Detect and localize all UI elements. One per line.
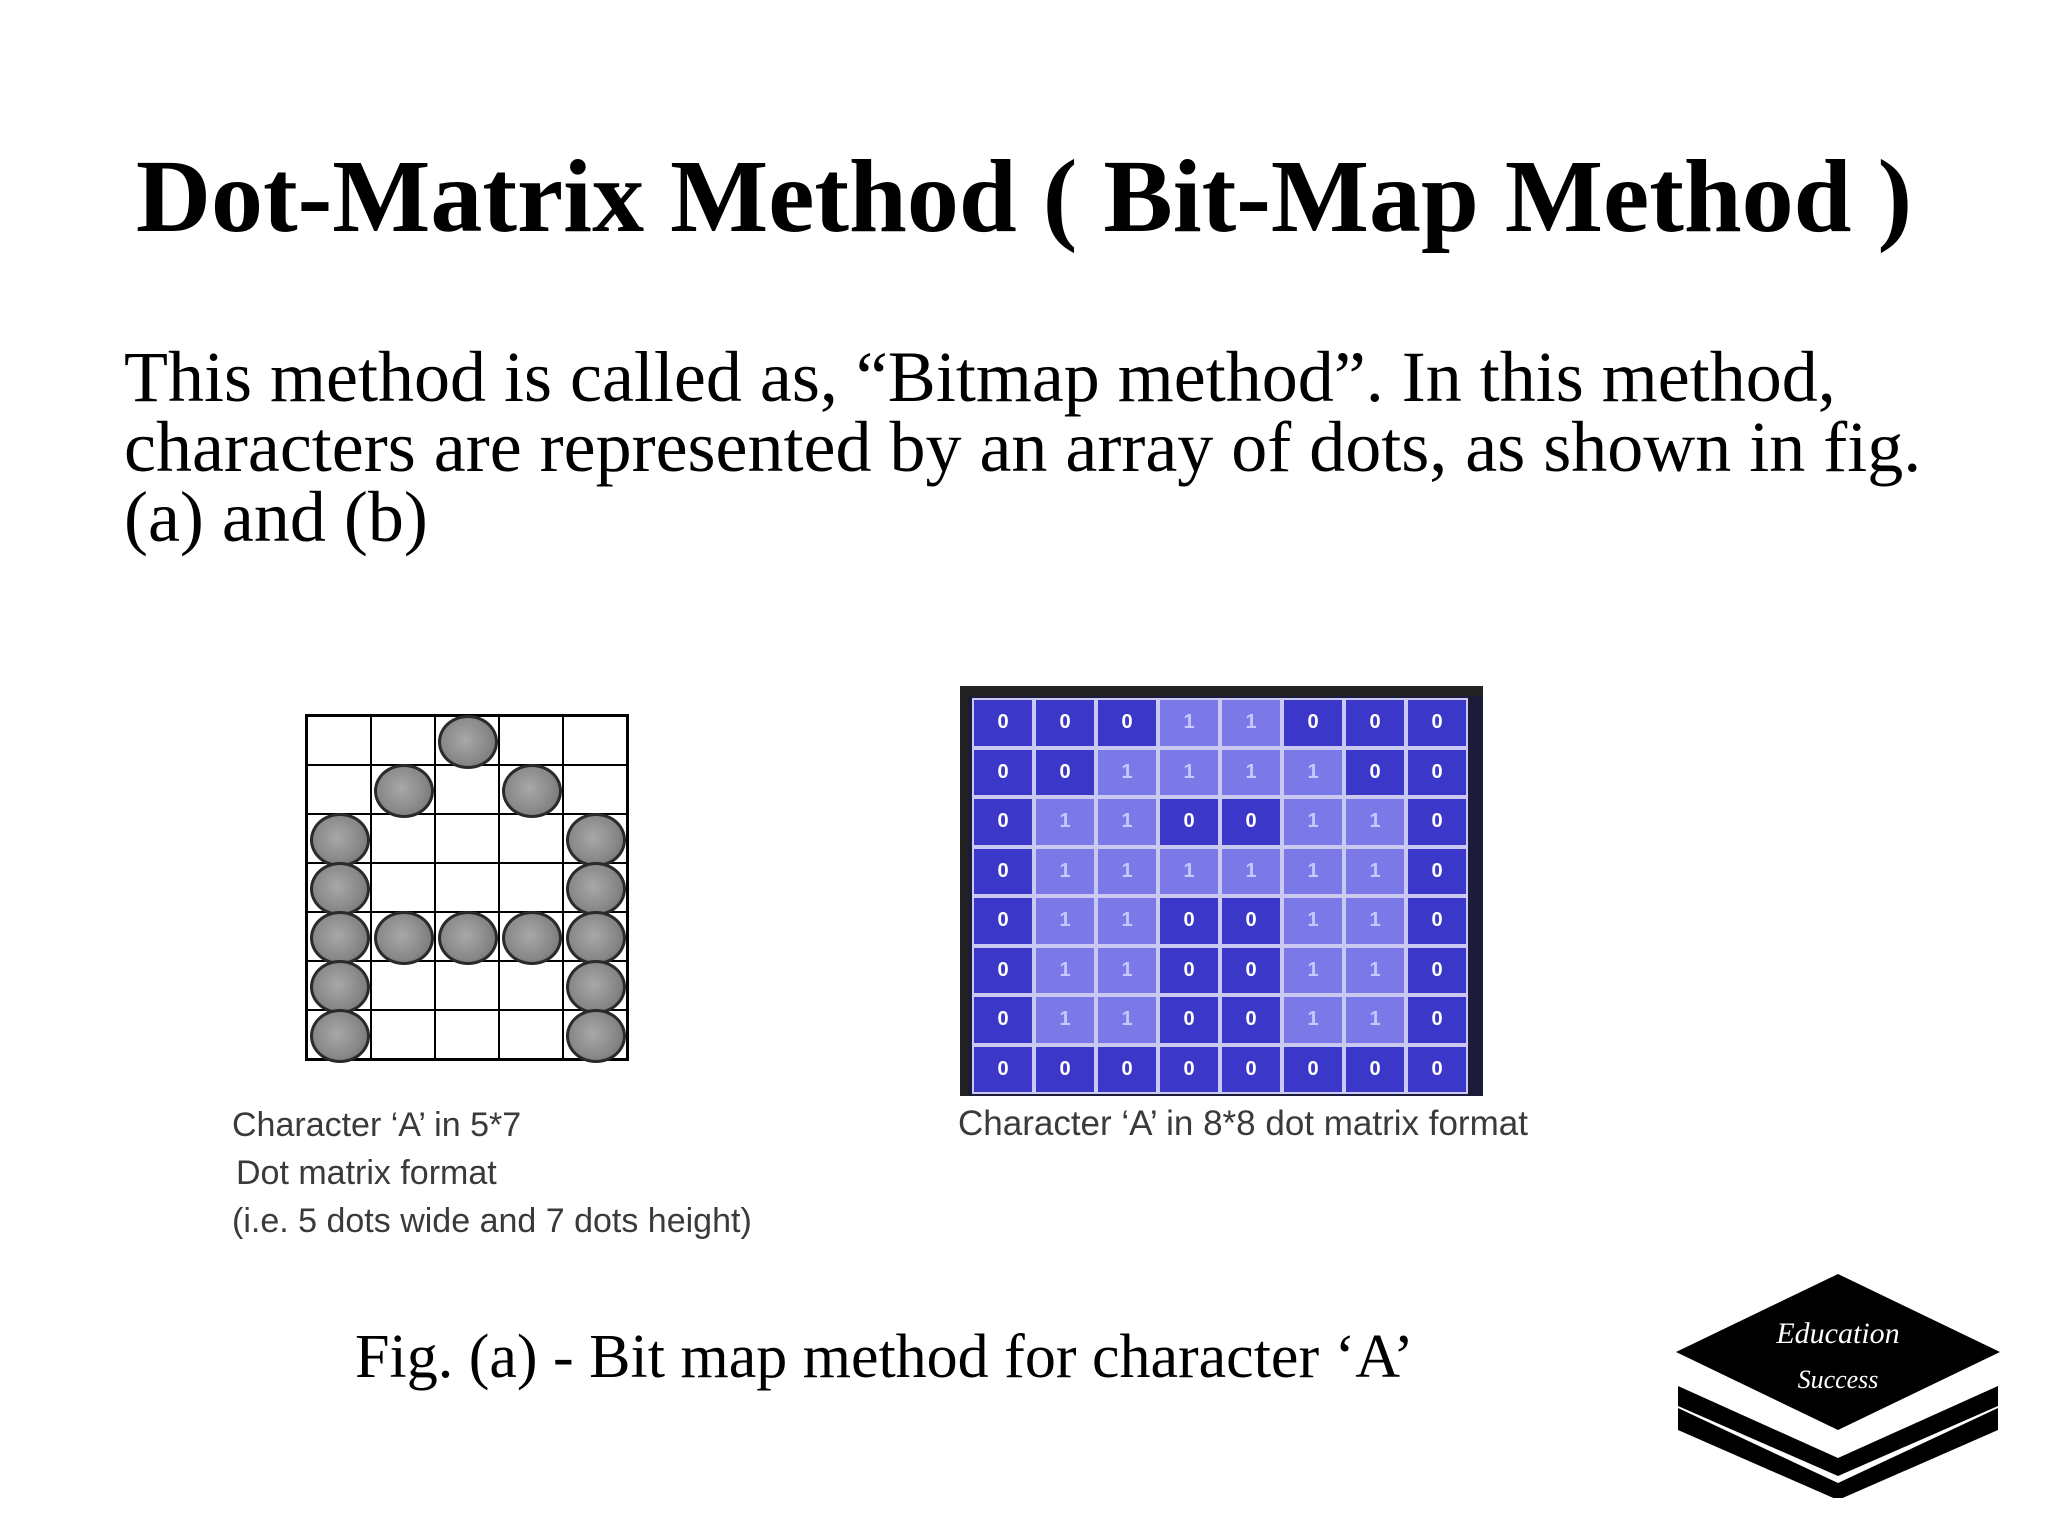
bit-cell: 0	[1158, 995, 1220, 1045]
bit-cell: 0	[1344, 698, 1406, 748]
bit-cell: 0	[1220, 1045, 1282, 1095]
figure-a-caption-line-2: Dot matrix format	[236, 1154, 497, 1192]
bit-cell: 0	[1158, 1045, 1220, 1095]
grid-a-cell	[307, 716, 371, 765]
grid-a-cell	[307, 863, 371, 912]
bit-cell: 1	[1158, 698, 1220, 748]
grid-a-cell	[499, 716, 563, 765]
grid-a-cell	[371, 912, 435, 961]
bit-cell: 1	[1096, 896, 1158, 946]
figure-a-caption-line-3: (i.e. 5 dots wide and 7 dots height)	[232, 1202, 752, 1240]
bit-cell: 0	[1220, 995, 1282, 1045]
grid-a-cell	[435, 716, 499, 765]
bit-cell: 1	[1096, 946, 1158, 996]
filled-dot	[566, 813, 626, 867]
bit-cell: 0	[972, 847, 1034, 897]
grid-a-cell	[563, 912, 627, 961]
bit-cell: 0	[1220, 896, 1282, 946]
grid-a-cell	[563, 765, 627, 814]
education-success-logo	[1668, 1268, 2008, 1498]
grid-a-cell	[435, 863, 499, 912]
grid-a-cell	[435, 912, 499, 961]
bit-cell: 1	[1096, 748, 1158, 798]
bit-cell: 0	[1158, 797, 1220, 847]
grid-a-cell	[499, 765, 563, 814]
logo-text-line-2: Success	[1797, 1365, 1879, 1394]
bit-cell: 0	[1406, 946, 1468, 996]
bit-cell: 0	[1220, 797, 1282, 847]
filled-dot	[374, 911, 434, 965]
bit-cell: 1	[1344, 896, 1406, 946]
bit-cell: 0	[972, 698, 1034, 748]
bit-cell: 0	[972, 748, 1034, 798]
bit-cell: 1	[1096, 797, 1158, 847]
bit-cell: 0	[1220, 946, 1282, 996]
bit-cell: 1	[1220, 847, 1282, 897]
grid-a-cell	[435, 1010, 499, 1059]
bit-cell: 1	[1220, 748, 1282, 798]
body-paragraph: This method is called as, “Bitmap method”. In this method, characters are represented by an array of dots, as shown in fig. (a) and (b)	[124, 337, 1922, 557]
page-title: Dot-Matrix Method ( Bit-Map Method )	[135, 139, 1913, 254]
bit-cell: 0	[972, 1045, 1034, 1095]
grid-a-cell	[371, 1010, 435, 1059]
bit-cell: 1	[1344, 847, 1406, 897]
bit-cell: 0	[1158, 946, 1220, 996]
grid-a-cell	[499, 863, 563, 912]
bit-cell: 1	[1096, 995, 1158, 1045]
figure-caption: Fig. (a) - Bit map method for character ‘A’	[355, 1323, 1414, 1391]
grid-a-cell	[499, 814, 563, 863]
grid-a-cell	[435, 961, 499, 1010]
bit-cell: 1	[1034, 995, 1096, 1045]
filled-dot	[566, 1009, 626, 1063]
bit-cell: 1	[1096, 847, 1158, 897]
grid-a-cell	[307, 912, 371, 961]
bit-cell: 0	[1096, 1045, 1158, 1095]
filled-dot	[438, 911, 498, 965]
grid-a-cell	[307, 961, 371, 1010]
bit-cell: 0	[1282, 1045, 1344, 1095]
grid-a-cell	[307, 814, 371, 863]
bit-cell: 1	[1282, 797, 1344, 847]
bit-cell: 1	[1158, 847, 1220, 897]
grid-a-cell	[499, 912, 563, 961]
grid-a-cell	[435, 765, 499, 814]
bit-cell: 0	[972, 946, 1034, 996]
bit-cell: 0	[1034, 748, 1096, 798]
figure-b-caption: Character ‘A’ in 8*8 dot matrix format	[958, 1104, 1528, 1143]
bit-cell: 1	[1158, 748, 1220, 798]
bit-cell: 0	[1406, 995, 1468, 1045]
filled-dot	[566, 862, 626, 916]
bit-cell: 1	[1282, 896, 1344, 946]
bit-cell: 1	[1034, 797, 1096, 847]
grid-a-cell	[307, 765, 371, 814]
filled-dot	[310, 911, 370, 965]
bit-cell: 0	[1282, 698, 1344, 748]
bit-cell: 1	[1034, 946, 1096, 996]
bit-cell: 1	[1034, 847, 1096, 897]
bit-cell: 1	[1282, 995, 1344, 1045]
bit-cell: 0	[1406, 847, 1468, 897]
filled-dot	[310, 1009, 370, 1063]
bit-cell: 0	[972, 896, 1034, 946]
grid-a-cell	[371, 863, 435, 912]
bit-matrix-8x8-panel	[960, 686, 1483, 1096]
bit-cell: 1	[1282, 748, 1344, 798]
grid-a-cell	[371, 814, 435, 863]
filled-dot	[502, 764, 562, 818]
grid-a-cell	[563, 961, 627, 1010]
grid-a-cell	[371, 765, 435, 814]
grid-a-cell	[563, 716, 627, 765]
bit-cell: 0	[972, 797, 1034, 847]
grid-a-cell	[307, 1010, 371, 1059]
bit-cell: 1	[1282, 847, 1344, 897]
dot-matrix-5x7-grid	[305, 714, 629, 1061]
bit-cell: 0	[1406, 1045, 1468, 1095]
filled-dot	[310, 813, 370, 867]
logo-text-line-1: Education	[1776, 1317, 1900, 1350]
filled-dot	[566, 911, 626, 965]
bit-cell: 0	[1034, 1045, 1096, 1095]
grid-a-cell	[371, 961, 435, 1010]
filled-dot	[310, 960, 370, 1014]
bit-cell: 0	[1406, 797, 1468, 847]
bit-cell: 0	[972, 995, 1034, 1045]
grid-a-cell	[563, 814, 627, 863]
grid-a-cell	[499, 961, 563, 1010]
bit-cell: 1	[1344, 995, 1406, 1045]
grid-a-cell	[563, 1010, 627, 1059]
bit-cell: 1	[1220, 698, 1282, 748]
bit-cell: 0	[1158, 896, 1220, 946]
bit-cell: 0	[1344, 748, 1406, 798]
bit-cell: 0	[1344, 1045, 1406, 1095]
bit-matrix-8x8-grid	[972, 698, 1483, 1094]
filled-dot	[566, 960, 626, 1014]
filled-dot	[502, 911, 562, 965]
bit-cell: 1	[1344, 946, 1406, 996]
bit-cell: 1	[1034, 896, 1096, 946]
filled-dot	[438, 715, 498, 769]
grid-a-cell	[371, 716, 435, 765]
bit-cell: 0	[1406, 698, 1468, 748]
grid-a-cell	[563, 863, 627, 912]
bit-cell: 0	[1034, 698, 1096, 748]
filled-dot	[374, 764, 434, 818]
bit-cell: 0	[1406, 896, 1468, 946]
bit-cell: 1	[1282, 946, 1344, 996]
bit-cell: 0	[1406, 748, 1468, 798]
grid-a-cell	[435, 814, 499, 863]
bit-cell: 1	[1344, 797, 1406, 847]
figure-a-caption-line-1: Character ‘A’ in 5*7	[232, 1106, 522, 1144]
grid-a-cell	[499, 1010, 563, 1059]
bit-cell: 0	[1096, 698, 1158, 748]
filled-dot	[310, 862, 370, 916]
